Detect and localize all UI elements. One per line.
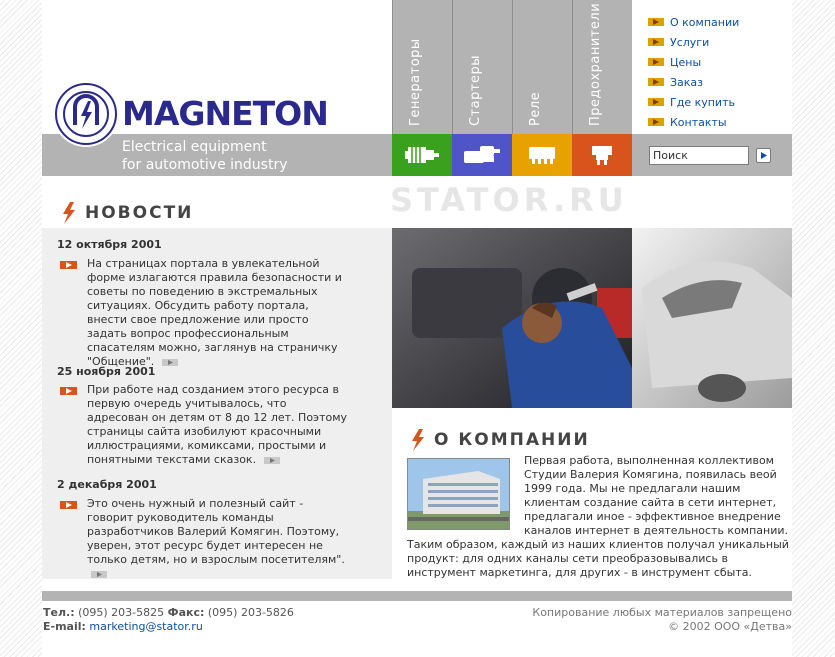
- search-bar: [632, 134, 792, 176]
- news-item: [87, 257, 349, 369]
- office-building-photo: [407, 458, 510, 530]
- footer-copyright: [532, 606, 792, 634]
- more-arrow-icon[interactable]: [264, 457, 280, 464]
- menu-item-contacts[interactable]: [648, 112, 792, 132]
- generator-icon[interactable]: [392, 134, 452, 176]
- news-date: 2 декабря 2001: [57, 478, 157, 491]
- arrow-right-icon: [759, 151, 768, 160]
- menu-item-label[interactable]: Где купить: [670, 95, 735, 109]
- site-watermark: STATOR.RU: [390, 181, 628, 219]
- menu-item-label[interactable]: О компании: [670, 15, 740, 29]
- category-fuses[interactable]: [572, 0, 632, 176]
- category-relays[interactable]: [512, 0, 572, 176]
- category-fuses-label: Предохранители: [588, 2, 603, 126]
- category-relays-tab[interactable]: [512, 0, 572, 134]
- lightning-icon: [60, 202, 78, 224]
- tagline-line-2: for automotive industry: [122, 157, 288, 173]
- footer-contacts: [43, 606, 294, 634]
- bullet-arrow-icon: [60, 501, 77, 509]
- category-generators[interactable]: [392, 0, 452, 176]
- hero-photo: [392, 228, 792, 408]
- tel-label: Тел.:: [43, 606, 75, 619]
- more-arrow-icon[interactable]: [162, 359, 178, 366]
- category-starters-label: Стартеры: [468, 55, 483, 126]
- page: [42, 0, 792, 657]
- about-section: [407, 454, 792, 580]
- about-heading: [409, 429, 590, 451]
- main-menu: [648, 12, 792, 132]
- copy-notice: Копирование любых материалов запрещено: [532, 606, 792, 619]
- menu-item-order[interactable]: [648, 72, 792, 92]
- news-text: Это очень нужный и полезный сайт - говорит руководитель команды разработчиков Валерий Комягин. Поэтому, уверен, этот ресурс будет интересен не только детям, но и взрослым посетителям".: [87, 497, 345, 566]
- bullet-arrow-icon: [60, 261, 77, 269]
- email-label: E-mail:: [43, 620, 86, 633]
- fax-label: Факс:: [167, 606, 205, 619]
- starter-icon[interactable]: [452, 134, 512, 176]
- footer-divider: [42, 591, 792, 601]
- menu-arrow-icon: [648, 58, 664, 66]
- menu-arrow-icon: [648, 118, 664, 126]
- news-text: На страницах портала в увлекательной форме излагаются правила безопасности и советы по поведению в экстремальных ситуациях. Обсудить работу портала, внести свое предложение или просто задать вопрос профессиональным спасателям можно, заглянув на страничку "Общение".: [87, 257, 342, 368]
- brand-name[interactable]: MAGNETON: [122, 94, 328, 133]
- news-date: 25 ноября 2001: [57, 365, 156, 378]
- menu-item-label[interactable]: Услуги: [670, 35, 710, 49]
- relay-icon[interactable]: [512, 134, 572, 176]
- news-item: [87, 383, 349, 467]
- news-title: НОВОСТИ: [85, 203, 194, 223]
- category-relays-label: Реле: [528, 91, 543, 126]
- brand-tagline: [122, 138, 287, 174]
- menu-arrow-icon: [648, 18, 664, 26]
- menu-item-label[interactable]: Контакты: [670, 115, 727, 129]
- news-date: 12 октября 2001: [57, 238, 162, 251]
- news-item: [87, 497, 349, 581]
- menu-item-label[interactable]: Заказ: [670, 75, 704, 89]
- copyright: © 2002 ООО «Детва»: [668, 620, 792, 633]
- more-arrow-icon[interactable]: [91, 571, 107, 578]
- category-fuses-tab[interactable]: [572, 0, 632, 134]
- menu-arrow-icon: [648, 78, 664, 86]
- tagline-line-1: Electrical equipment: [122, 139, 267, 155]
- news-list: [42, 228, 392, 579]
- fax-value: (095) 203-5826: [207, 606, 294, 619]
- email-link[interactable]: marketing@stator.ru: [89, 620, 203, 633]
- menu-item-label[interactable]: Цены: [670, 55, 702, 69]
- menu-arrow-icon: [648, 38, 664, 46]
- category-generators-label: Генераторы: [408, 38, 423, 126]
- category-starters-tab[interactable]: [452, 0, 512, 134]
- menu-item-about[interactable]: [648, 12, 792, 32]
- menu-item-where-to-buy[interactable]: [648, 92, 792, 112]
- menu-arrow-icon: [648, 98, 664, 106]
- news-heading: [60, 202, 193, 224]
- magneton-logo-icon[interactable]: [55, 83, 117, 145]
- lightning-icon: [409, 429, 427, 451]
- menu-item-prices[interactable]: [648, 52, 792, 72]
- about-title: О КОМПАНИИ: [434, 430, 590, 450]
- fuse-icon[interactable]: [572, 134, 632, 176]
- search-go-button[interactable]: [756, 148, 771, 163]
- about-text: Первая работа, выполненная коллективом Студии Валерия Комягина, появилась веой 1999 года. Мы не предлагали нашим клиентам создание сайта в сети интернет, предлагали иное - эффективное внедрение каналов интернет в деятельность компании. Таким образом, каждый из наших клиентов получал уникальный продукт: для одних каналы сети преобразовывались в инструмент маркетинга, для других - в инструмент сбыта.: [407, 454, 789, 579]
- tel-value: (095) 203-5825: [78, 606, 165, 619]
- menu-item-services[interactable]: [648, 32, 792, 52]
- category-starters[interactable]: [452, 0, 512, 176]
- bullet-arrow-icon: [60, 387, 77, 395]
- news-text: При работе над созданием этого ресурса в первую очередь учитывалось, что адресован он детям от 8 до 12 лет. Поэтому страницы сайта изобилуют красочными иллюстрациями, комиксами, простыми и понятными текстами сказок.: [87, 383, 348, 466]
- category-generators-tab[interactable]: [392, 0, 452, 134]
- search-input[interactable]: [649, 146, 749, 165]
